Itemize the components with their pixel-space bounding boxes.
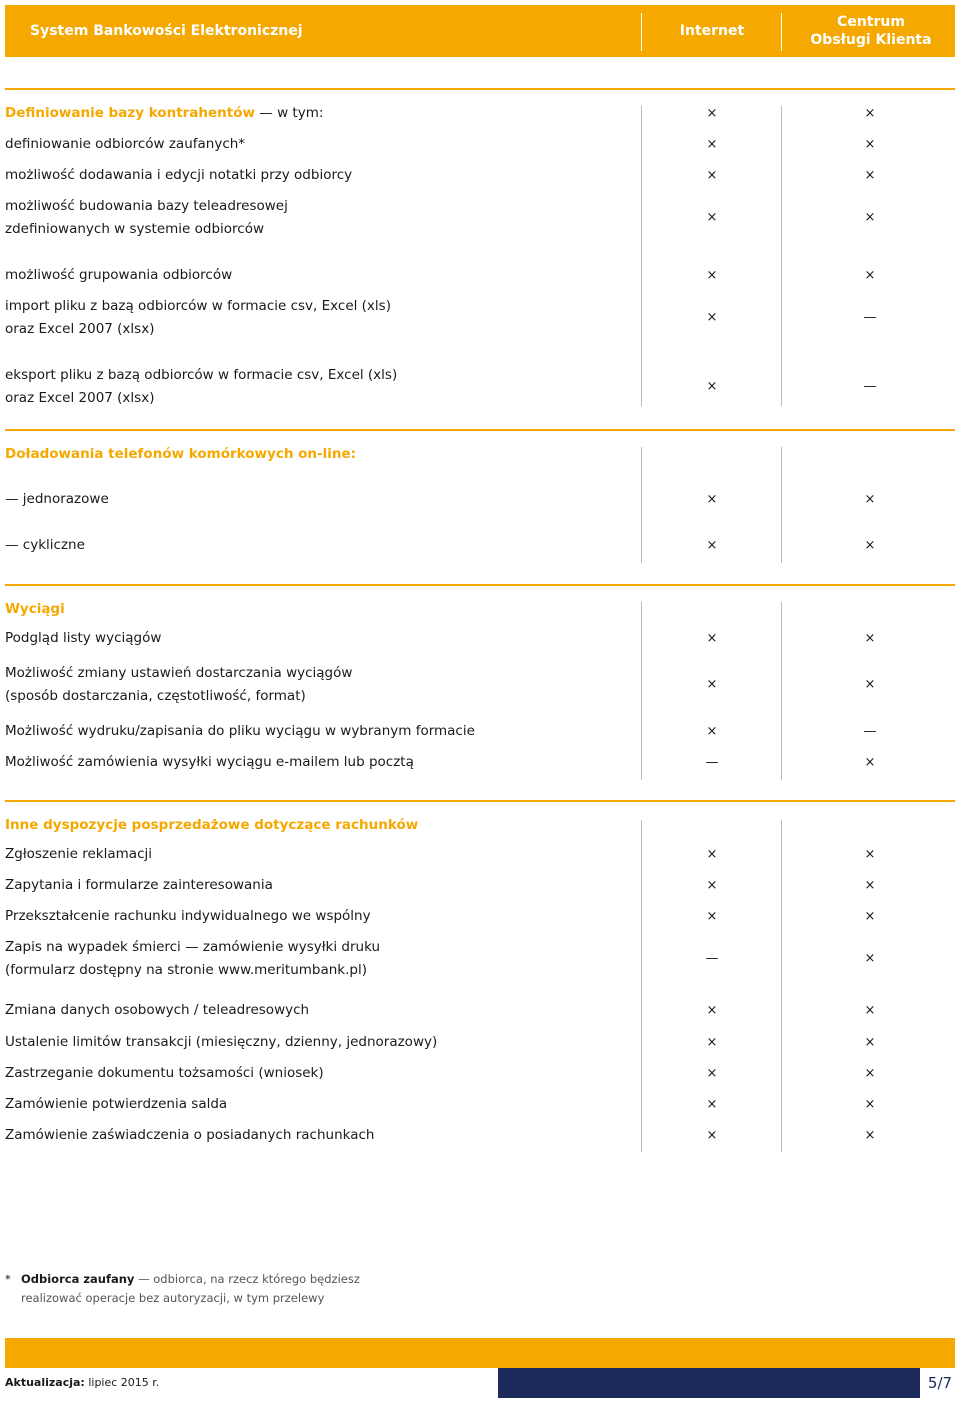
section-divider [5,88,955,90]
column-divider [781,602,782,780]
mark-centrum: — [863,310,877,325]
section-title: Definiowanie bazy kontrahentów [5,105,255,121]
footer-navy-bar [498,1368,920,1398]
mark-centrum: × [864,677,876,692]
row-label [5,534,85,557]
row-label [5,1124,374,1147]
mark-centrum: × [864,538,876,553]
footnote-star: * [5,1272,11,1286]
mark-internet: × [706,168,718,183]
row-label [5,488,109,511]
mark-centrum: × [864,106,876,121]
row-label [5,720,475,743]
mark-internet: × [706,137,718,152]
header-col-centrum [782,5,960,57]
column-divider [641,820,642,1152]
row-label-line: (formularz dostępny na stronie www.meritumbank.pl) [5,962,368,978]
mark-internet: × [706,1097,718,1112]
row-label-line: — jednorazowe [5,491,109,507]
row-label-line: Zamówienie zaświadczenia o posiadanych rachunkach [5,1127,375,1143]
row-label-line: oraz Excel 2007 (xlsx) [5,321,155,337]
column-divider [781,447,782,563]
mark-centrum: × [864,268,876,283]
footnote-text-2: realizować operacje bez autoryzacji, w tym przelewy [21,1291,325,1305]
update-info [5,1376,159,1389]
mark-internet: × [706,631,718,646]
section-divider [5,584,955,586]
mark-internet: × [706,106,718,121]
mark-internet: × [706,878,718,893]
mark-internet: × [706,909,718,924]
header-title: System Bankowości Elektronicznej [30,23,303,39]
row-label-line: Możliwość zamówienia wysyłki wyciągu e-mailem lub pocztą [5,754,414,770]
row-label [5,1062,324,1085]
footnote-term: Odbiorca zaufany [21,1272,135,1286]
row-label-line: — cykliczne [5,537,85,553]
mark-centrum: × [864,1097,876,1112]
update-label: Aktualizacja: [5,1376,85,1389]
mark-internet: × [706,1035,718,1050]
row-label-line: (sposób dostarczania, częstotliwość, format) [5,688,306,704]
mark-internet: × [706,724,718,739]
row-label-line: Ustalenie limitów transakcji (miesięczny, dzienny, jednorazowy) [5,1034,438,1050]
page-header [5,5,955,57]
mark-internet: × [706,492,718,507]
mark-internet: × [706,268,718,283]
section-title: Wyciągi [5,601,65,617]
header-col-centrum-line2: Obsługi Klienta [810,32,932,48]
row-label [5,195,288,241]
mark-internet: × [706,1003,718,1018]
row-label-line: Możliwość zmiany ustawień dostarczania wyciągów [5,665,353,681]
row-label [5,164,352,187]
row-label [5,133,245,156]
row-label-line: Zmiana danych osobowych / teleadresowych [5,1002,310,1018]
row-label-line: definiowanie odbiorców zaufanych* [5,136,246,152]
section-divider [5,429,955,431]
row-label-line: Możliwość wydruku/zapisania do pliku wyciągu w wybranym formacie [5,723,475,739]
row-label-line: Zgłoszenie reklamacji [5,846,152,862]
mark-centrum: × [864,492,876,507]
footnote-text-1: — odbiorca, na rzecz którego będziesz [134,1272,360,1286]
mark-centrum: — [863,724,877,739]
row-label-line: możliwość grupowania odbiorców [5,267,233,283]
row-label [5,843,152,866]
mark-centrum: × [864,1003,876,1018]
row-label [5,999,309,1022]
mark-centrum: × [864,1035,876,1050]
mark-centrum: × [864,909,876,924]
row-label-line: Zamówienie potwierdzenia salda [5,1096,228,1112]
mark-centrum: × [864,878,876,893]
page-number: 5/7 [927,1374,953,1392]
column-divider [641,602,642,780]
mark-internet: — [705,951,719,966]
mark-internet: × [706,677,718,692]
row-label-line: możliwość budowania bazy teleadresowej [5,198,288,214]
mark-internet: × [706,210,718,225]
header-col-internet: Internet [679,23,745,39]
mark-centrum: × [864,210,876,225]
update-value: lipiec 2015 r. [88,1376,160,1389]
header-col-centrum-line1: Centrum [837,14,905,30]
column-divider [641,447,642,563]
row-label [5,905,371,928]
row-label [5,1031,437,1054]
mark-centrum: × [864,755,876,770]
row-label-line: Podgląd listy wyciągów [5,630,162,646]
column-divider [641,106,642,406]
section-title: Doładowania telefonów komórkowych on-line: [5,446,357,462]
column-divider [781,820,782,1152]
row-label [5,627,161,650]
section-title-suffix: — w tym: [255,105,324,121]
mark-centrum: × [864,951,876,966]
mark-centrum: — [863,379,877,394]
row-label-line: Zapytania i formularze zainteresowania [5,877,273,893]
row-label [5,1093,227,1116]
footer-bar [5,1338,955,1368]
mark-internet: × [706,1066,718,1081]
column-divider [781,106,782,406]
mark-internet: × [706,310,718,325]
mark-centrum: × [864,1128,876,1143]
row-label [5,264,232,287]
section-divider [5,800,955,802]
row-label [5,751,414,774]
mark-internet: — [705,755,719,770]
row-label-line: oraz Excel 2007 (xlsx) [5,390,155,406]
section-title: Inne dyspozycje posprzedażowe dotyczące rachunków [5,817,419,833]
mark-internet: × [706,1128,718,1143]
row-label-line: możliwość dodawania i edycji notatki przy odbiorcy [5,167,353,183]
row-label [5,936,380,982]
row-label-line: Zapis na wypadek śmierci — zamówienie wysyłki druku [5,939,381,955]
mark-centrum: × [864,631,876,646]
row-label-line: eksport pliku z bazą odbiorców w formacie csv, Excel (xls) [5,367,398,383]
row-label [5,662,352,708]
row-label-line: Zastrzeganie dokumentu tożsamości (wniosek) [5,1065,324,1081]
mark-internet: × [706,847,718,862]
mark-centrum: × [864,1066,876,1081]
row-label-line: Przekształcenie rachunku indywidualnego we wspólny [5,908,371,924]
row-label [5,874,273,897]
row-label-line: import pliku z bazą odbiorców w formacie csv, Excel (xls) [5,298,391,314]
row-label [5,295,391,341]
mark-internet: × [706,379,718,394]
row-label-line: zdefiniowanych w systemie odbiorców [5,221,265,237]
mark-centrum: × [864,847,876,862]
mark-internet: × [706,538,718,553]
mark-centrum: × [864,168,876,183]
mark-centrum: × [864,137,876,152]
row-label [5,364,397,410]
